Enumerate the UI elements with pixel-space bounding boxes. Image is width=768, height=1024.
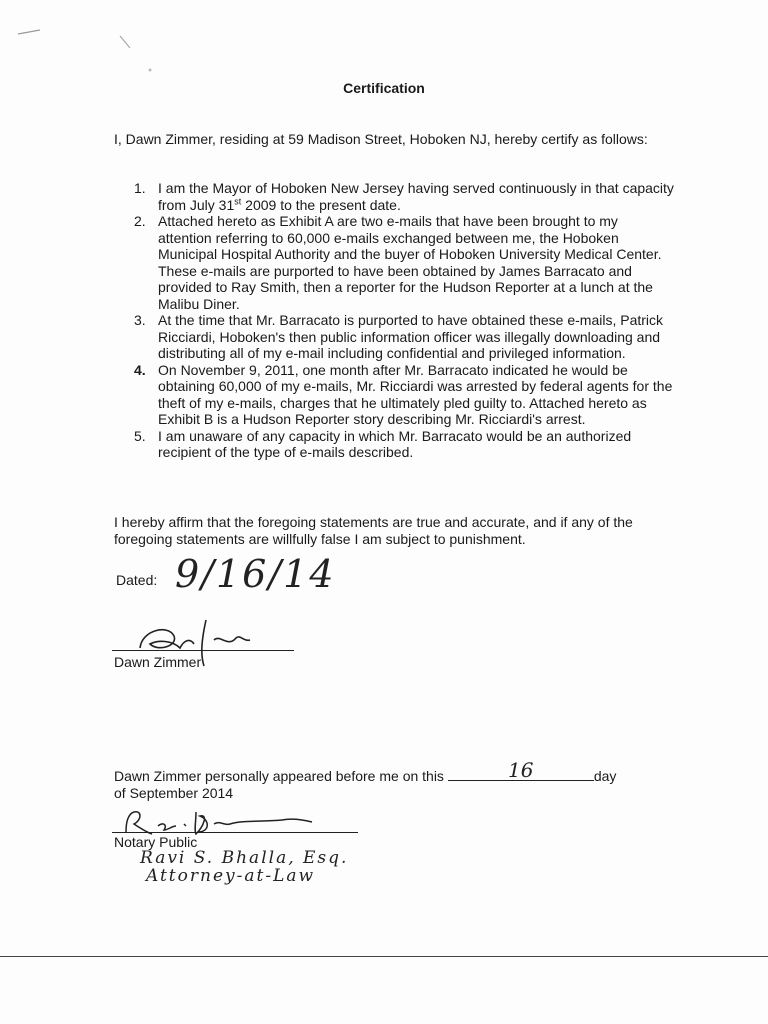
scan-artifact bbox=[0, 0, 160, 80]
signer-name: Dawn Zimmer bbox=[114, 654, 202, 670]
list-item-number: 3. bbox=[134, 312, 146, 328]
notary-statement: Dawn Zimmer personally appeared before me on this day of September 2014 bbox=[114, 768, 617, 801]
handwritten-notary-name: Ravi S. Bhalla, Esq. bbox=[140, 848, 349, 868]
list-item-text: On November 9, 2011, one month after Mr. Barracato indicated he would be obtaining 60,000 of my e-mails, Mr. Ricciardi was arrested by federal agents for the theft of my e-mails, charges that he ultimately pled guilty to. Attached hereto as Exhibit B is a Hudson Reporter story describing Mr. Ricciardi's arrest. bbox=[158, 361, 673, 427]
list-item-number: 1. bbox=[134, 180, 146, 196]
dated-label: Dated: bbox=[116, 572, 158, 588]
handwritten-notary-title: Attorney-at-Law bbox=[146, 866, 316, 886]
list-item bbox=[114, 428, 674, 461]
statement-list bbox=[114, 180, 674, 461]
handwritten-day: 16 bbox=[508, 758, 534, 782]
document-title: Certification bbox=[343, 80, 425, 96]
list-item bbox=[114, 312, 674, 362]
affirmation-paragraph: I hereby affirm that the foregoing statements are true and accurate, and if any of the foregoing statements are willfully false I am subject to punishment. bbox=[114, 514, 633, 547]
notary-label: Notary Public bbox=[114, 834, 198, 850]
list-item-text: I am unaware of any capacity in which Mr. Barracato would be an authorized recipient of the type of e-mails described. bbox=[158, 427, 632, 460]
signature-line bbox=[112, 650, 294, 651]
list-item-number: 5. bbox=[134, 427, 146, 444]
list-item-text: At the time that Mr. Barracato is purported to have obtained these e-mails, Patrick Ricciardi, Hoboken's then public information officer was illegally downloading and distributing all of my e-mail including confidential and privileged information. bbox=[158, 312, 664, 361]
list-item bbox=[114, 362, 674, 428]
list-item-text: Attached hereto as Exhibit A are two e-mails that have been brought to my attention referring to 60,000 e-mails exchanged between me, the Hoboken Municipal Hospital Authority and the buyer of Hoboken University Medical Center. These e-mails are purported to have been obtained by James Barracato and provided to Ray Smith, then a reporter for the Hudson Reporter at a lunch at the Malibu Diner. bbox=[158, 213, 662, 312]
intro-paragraph: I, Dawn Zimmer, residing at 59 Madison Street, Hoboken NJ, hereby certify as follows: bbox=[114, 131, 648, 147]
page-edge-line bbox=[0, 956, 768, 957]
list-item bbox=[114, 213, 674, 312]
handwritten-date: 9/16/14 bbox=[175, 552, 336, 596]
notary-signature-line bbox=[112, 832, 358, 833]
list-item-text: I am the Mayor of Hoboken New Jersey having served continuously in that capacity from July 31st 2009 to the present date. bbox=[158, 180, 674, 213]
list-item bbox=[114, 180, 674, 213]
list-item-number: 4. bbox=[134, 361, 146, 378]
list-item-number: 2. bbox=[134, 213, 146, 229]
